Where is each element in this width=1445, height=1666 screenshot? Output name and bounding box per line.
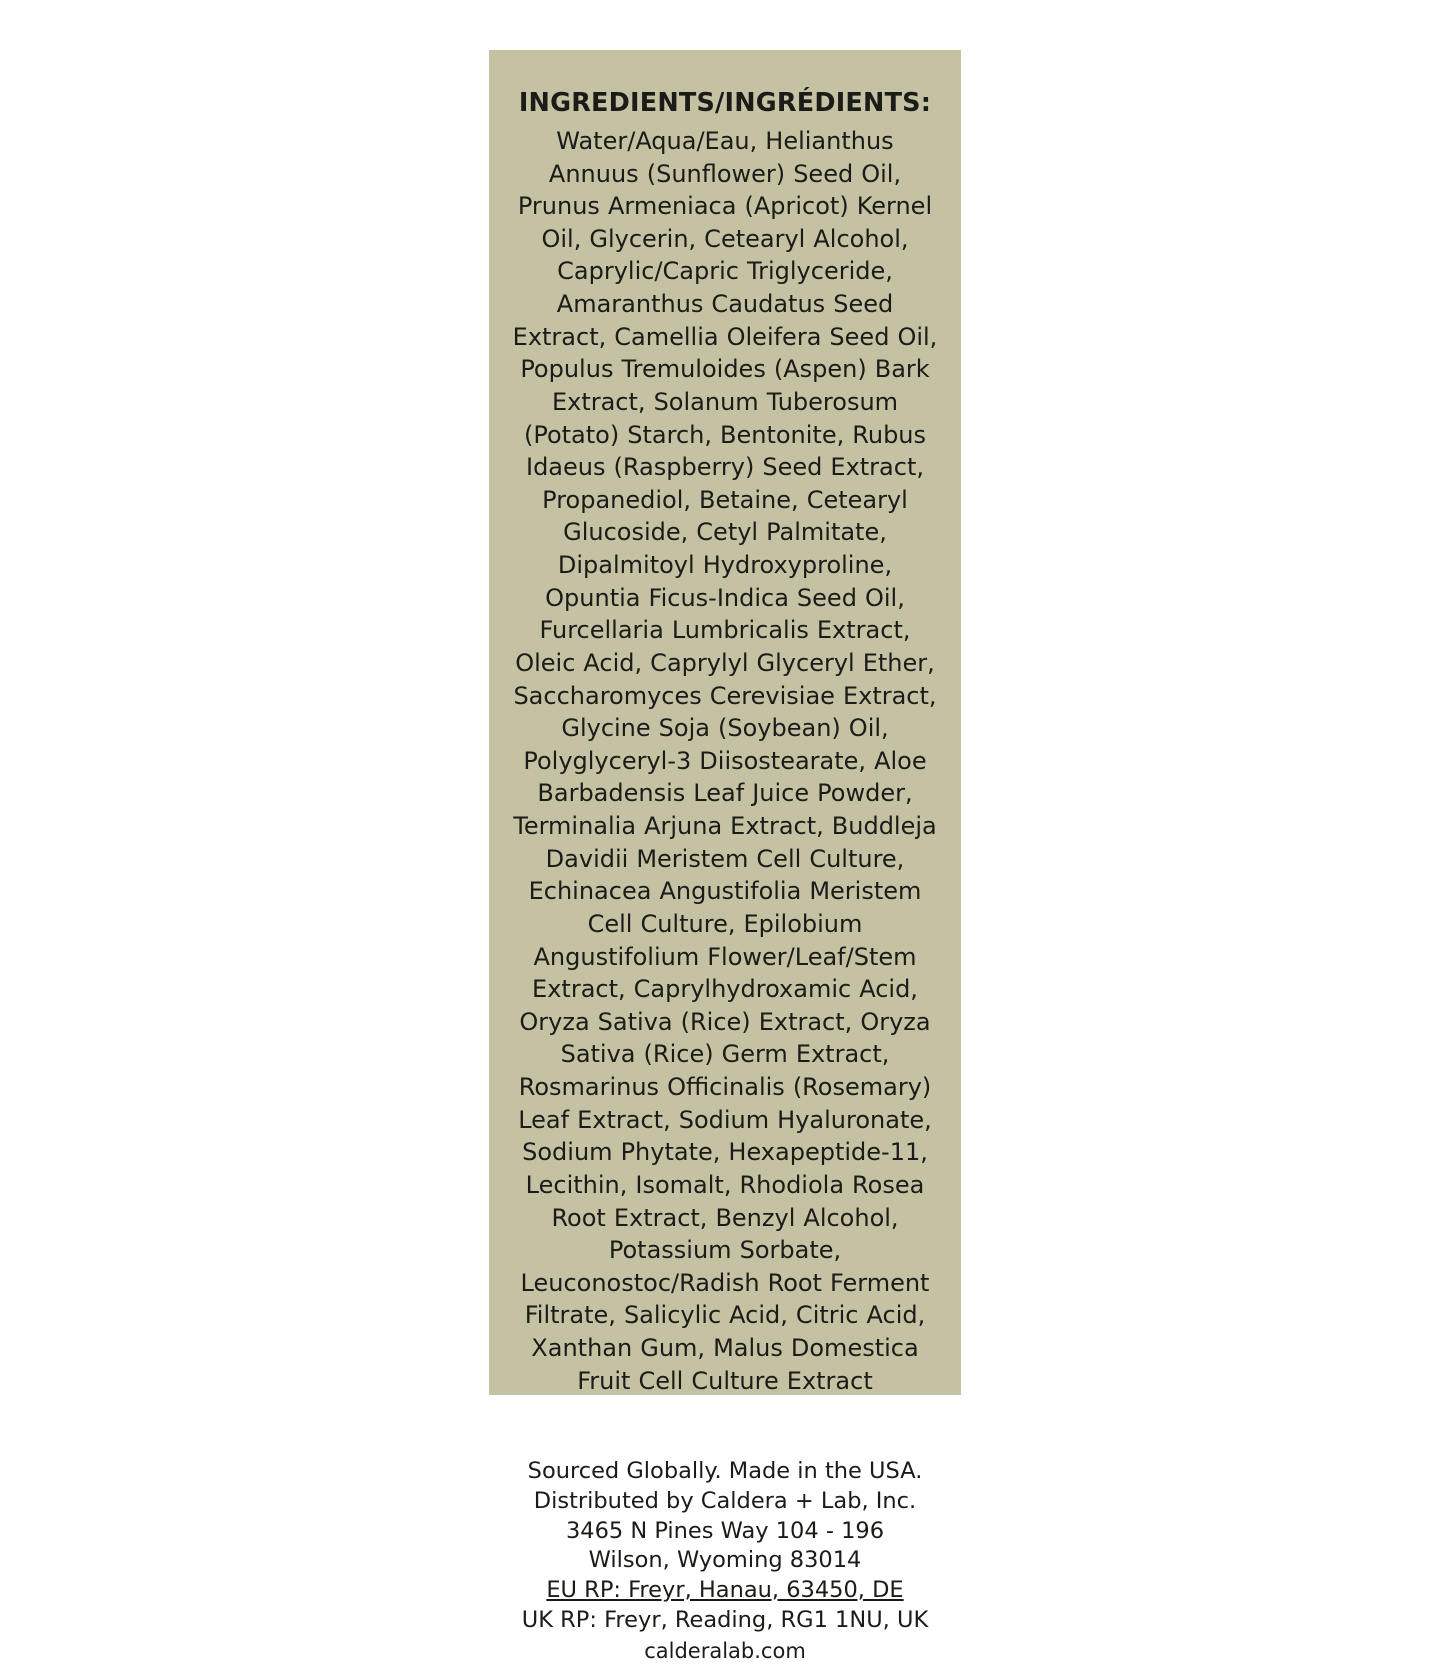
eu-responsible-person-line: EU RP: Freyr, Hanau, 63450, DE	[546, 1577, 904, 1603]
uk-responsible-person-line: UK RP: Freyr, Reading, RG1 1NU, UK	[521, 1606, 929, 1633]
ingredients-heading: INGREDIENTS/INGRÉDIENTS:	[518, 88, 932, 118]
address-street-line: 3465 N Pines Way 104 - 196	[565, 1517, 885, 1544]
label-panel	[489, 50, 961, 1664]
ingredients-list-text: Water/Aqua/Eau, Helianthus Annuus (Sunflower) Seed Oil, Prunus Armeniaca (Apricot) Kernel Oil, Glycerin, Cetearyl Alcohol, Caprylic/Capric Triglyceride, Amaranthus Caudatus Seed Extract, Camellia Oleifera Seed Oil, Populus Tremuloides (Aspen) Bark Extract, Solanum Tuberosum (Potato) Starch, Bentonite, Rubus Idaeus (Raspberry) Seed Extract, Propanediol, Betaine, Cetearyl Glucoside, Cetyl Palmitate, Dipalmitoyl Hydroxyproline, Opuntia Ficus-Indica Seed Oil, Furcellaria Lumbricalis Extract, Oleic Acid, Caprylyl Glyceryl Ether, Saccharomyces Cerevisiae Extract, Glycine Soja (Soybean) Oil, Polyglyceryl-3 Diisostearate, Aloe Barbadensis Leaf Juice Powder, Terminalia Arjuna Extract, Buddleja Davidii Meristem Cell Culture, Echinacea Angustifolia Meristem Cell Culture, Epilobium Angustifolium Flower/Leaf/Stem Extract, Caprylhydroxamic Acid, Oryza Sativa (Rice) Extract, Oryza Sativa (Rice) Germ Extract, Rosmarinus Officinalis (Rosemary) Leaf Extract, Sodium Hyaluronate, Sodium Phytate, Hexapeptide-11, Lecithin, Isomalt, Rhodiola Rosea Root Extract, Benzyl Alcohol, Potassium Sorbate, Leuconostoc/Radish Root Ferment Filtrate, Salicylic Acid, Citric Acid, Xanthan Gum, Malus Domestica Fruit Cell Culture Extract	[512, 126, 938, 1395]
sourcing-line: Sourced Globally. Made in the USA.	[527, 1458, 923, 1485]
manufacturer-info-block	[510, 1457, 940, 1666]
distributor-line: Distributed by Caldera + Lab, Inc.	[533, 1487, 917, 1514]
website-line: calderalab.com	[644, 1639, 806, 1664]
address-city-line: Wilson, Wyoming 83014	[588, 1547, 862, 1574]
